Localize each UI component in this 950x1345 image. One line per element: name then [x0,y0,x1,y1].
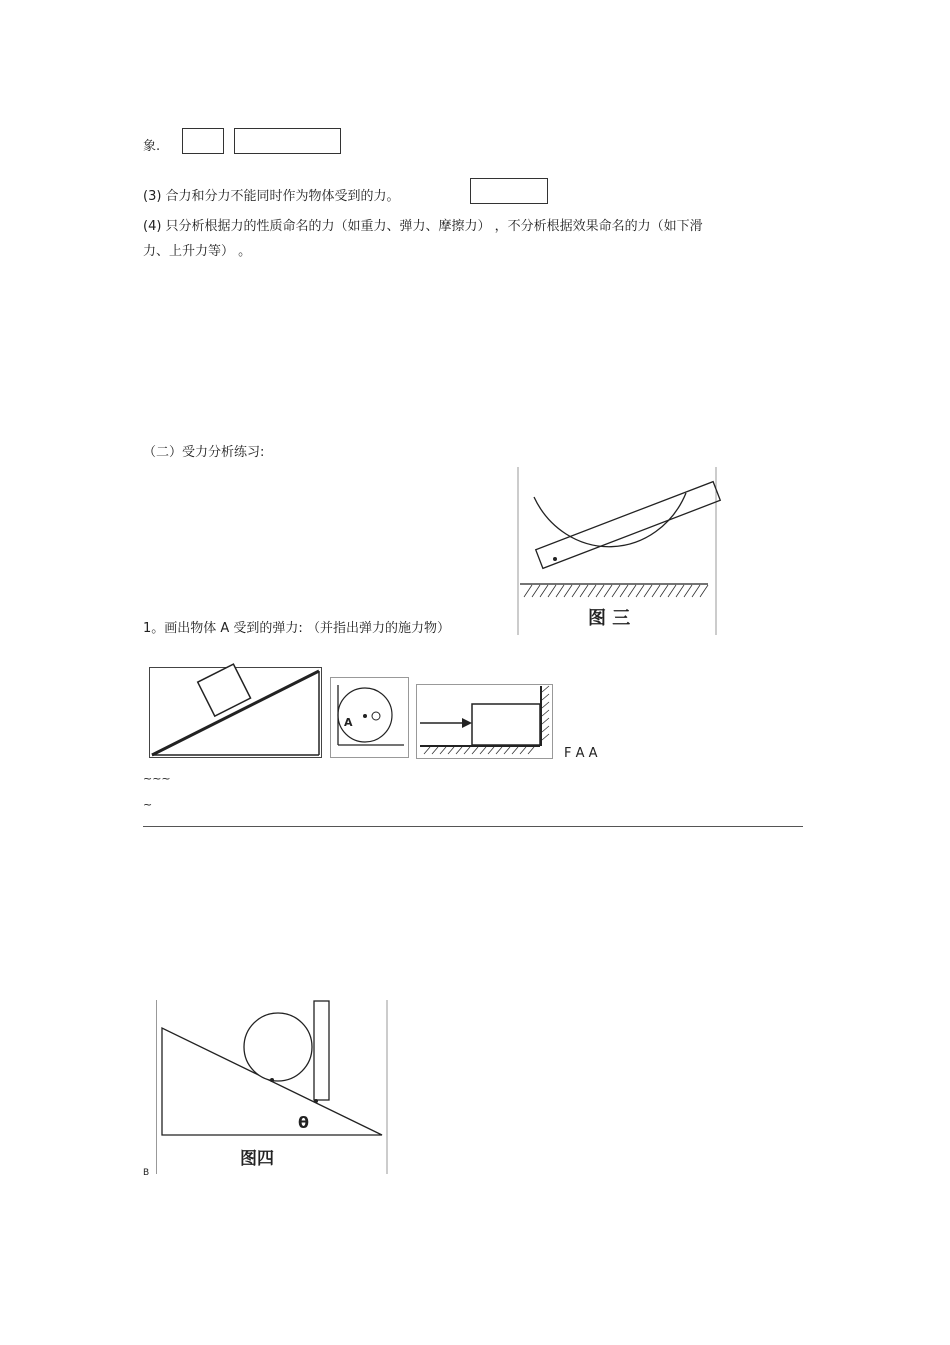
text-line-4b: 力、上升力等） 。 [143,244,252,259]
text-line-4: (4) 只分析根据力的性质命名的力（如重力、弹力、摩擦力） ，不分析根据效果命名的力（如下滑 [143,219,703,234]
ball-label-a: A [344,716,353,729]
label-fa-a: F A A [564,746,598,761]
blank-box-1 [182,128,224,154]
figure-3-bowl-rod [518,467,718,637]
text-line-1: 象. [143,139,161,154]
figure-block-against-wall [416,684,556,760]
tilde-line-2: ~ [143,798,153,811]
horizontal-rule [143,826,803,827]
tilde-line-1: ~~~ [143,772,171,785]
figure-3-caption: 图 三 [588,608,631,629]
text-line-3: (3) 合力和分力不能同时作为物体受到的力。 [143,189,400,204]
blank-box-2 [234,128,341,154]
figure-4-caption: 图四 [240,1149,274,1169]
section-heading: （二）受力分析练习: [143,445,265,460]
theta-label: θ [298,1113,309,1132]
question-1: 1。画出物体 A 受到的弹力: （并指出弹力的施力物） [143,621,450,636]
figure-4-ball-incline-board [156,1000,388,1176]
label-b: B [143,1168,150,1178]
figure-block-on-incline [149,667,323,759]
blank-box-3 [470,178,548,204]
figure-ball-in-corner [330,677,410,759]
